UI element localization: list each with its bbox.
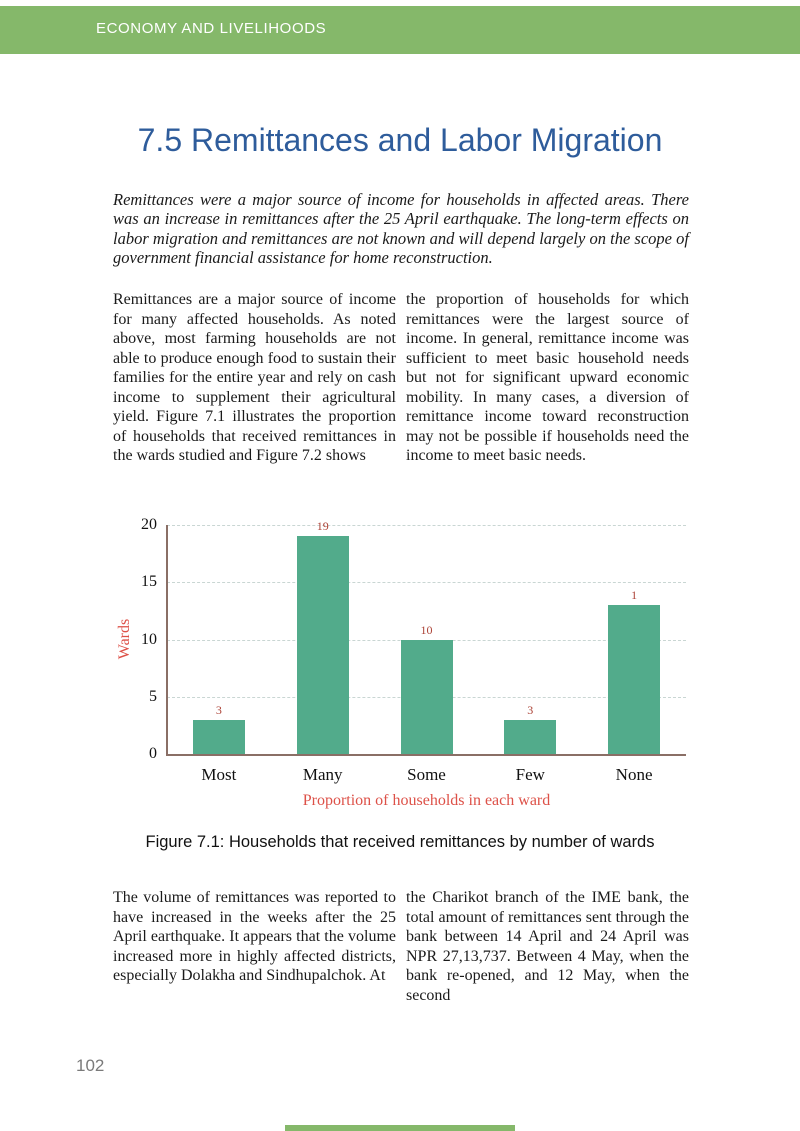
x-category-label: Most [201, 765, 237, 784]
footer-accent-bar [285, 1125, 515, 1131]
header-label: ECONOMY AND LIVELIHOODS [96, 20, 327, 37]
x-category-label: Some [407, 765, 446, 784]
x-category-label: Few [515, 765, 545, 784]
x-category-label: None [615, 765, 653, 784]
bar [193, 720, 245, 754]
bar-value-label: 1 [631, 588, 638, 603]
y-axis-line [166, 525, 168, 756]
y-gridline [167, 525, 686, 526]
bar-value-label: 19 [316, 519, 329, 534]
x-axis-line [166, 754, 686, 756]
body2-right-column: the Charikot branch of the IME bank, the total amount of remittances sent through the bank between 14 April and 24 April was NPR 27,13,737. Between 4 May, when the bank re-opened, and 12 May, when the second [406, 889, 689, 1004]
page-number: 102 [76, 1056, 105, 1075]
page-header-bar [0, 6, 800, 54]
body1-left-column: Remittances are a major source of income for many affected households. As noted above, most farming households are not able to produce enough food to sustain their families for the entire year and rely on cash income to supplement their agricultural yield. Figure 7.1 illustrates the proportion of households that received remittances in the wards studied and Figure 7.2 shows [113, 291, 396, 464]
bar [297, 536, 349, 754]
figure-caption: Figure 7.1: Households that received remittances by number of wards [145, 833, 655, 851]
y-axis-tick-label: 15 [141, 573, 157, 591]
y-axis-tick-label: 5 [149, 687, 157, 705]
y-axis-tick-label: 20 [141, 516, 157, 533]
bar [401, 640, 453, 755]
y-gridline [167, 582, 686, 583]
y-axis-tick-label: 10 [141, 630, 157, 648]
bar [608, 605, 660, 754]
body2-left-column: The volume of remittances was reported to have increased in the weeks after the 25 April earthquake. It appears that the volume increased more in highly affected districts, especially Dolakha and Sindhupalchok. At [113, 889, 396, 984]
figure-7-1-bar-chart [0, 505, 800, 817]
x-category-label: Many [302, 765, 343, 784]
section-title: 7.5 Remittances and Labor Migration [137, 122, 663, 158]
bar [504, 720, 556, 754]
intro-paragraph: Remittances were a major source of income for households in affected areas. There was an increase in remittances after the 25 April earthquake. The long-term effects on labor migration and remittances are not known and will depend largely on the scope of government financial assistance for home reconstruction. [113, 190, 689, 268]
bar-value-label: 3 [527, 702, 534, 717]
bar-value-label: 3 [215, 702, 222, 717]
body1-right-column: the proportion of households for which remittances were the largest source of income. In general, remittance income was sufficient to meet basic household needs but not for significant upward economic mobility. In many cases, a diversion of remittance income toward reconstruction may not be possible if households need the income to meet basic needs. [406, 291, 689, 464]
body-columns-1 [113, 290, 689, 466]
y-axis-tick-label: 0 [149, 745, 157, 762]
y-axis-title: Wards [116, 618, 133, 659]
bar-value-label: 10 [420, 622, 433, 637]
x-axis-title: Proportion of households in each ward [302, 792, 551, 809]
body-columns-2 [113, 888, 689, 1005]
